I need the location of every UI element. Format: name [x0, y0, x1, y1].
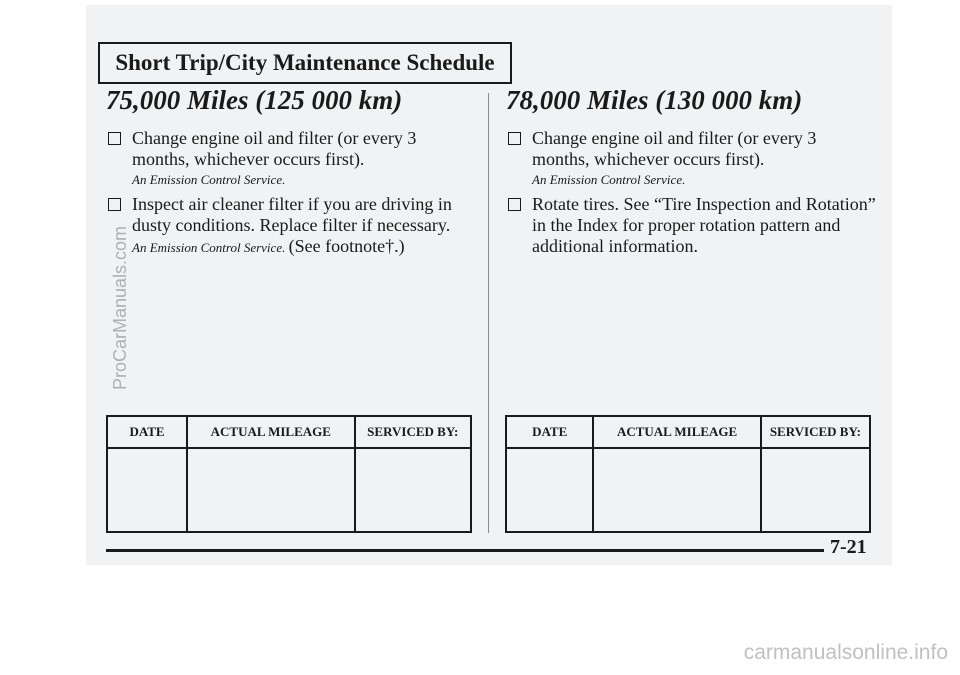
side-watermark: ProCarManuals.com: [110, 225, 130, 390]
left-column: [106, 85, 478, 262]
item-text: Rotate tires. See “Tire Inspection and Rotation” in the Index for proper rotation pattern and additional information.: [532, 194, 876, 256]
item-note-line: [132, 236, 478, 258]
mileage-header: ACTUAL MILEAGE: [187, 416, 354, 448]
table-header-row: [107, 416, 471, 448]
mileage-header: ACTUAL MILEAGE: [593, 416, 760, 448]
footer-rule: [106, 549, 824, 552]
right-service-log-table: [505, 415, 871, 533]
date-header: DATE: [107, 416, 187, 448]
date-header: DATE: [506, 416, 593, 448]
checkbox-icon: [508, 132, 521, 145]
date-cell: [506, 448, 593, 532]
manual-page: [86, 5, 892, 565]
date-cell: [107, 448, 187, 532]
section-title-text: Short Trip/City Maintenance Schedule: [115, 50, 495, 75]
serviced-by-header: SERVICED BY:: [761, 416, 870, 448]
table-row: [506, 448, 870, 532]
right-item-2: [506, 194, 878, 257]
checkbox-icon: [508, 198, 521, 211]
table-header-row: [506, 416, 870, 448]
bottom-watermark: carmanualsonline.info: [743, 641, 948, 664]
mileage-cell: [187, 448, 354, 532]
item-note: An Emission Control Service.: [532, 172, 686, 187]
section-title: [98, 42, 512, 84]
left-service-log-table: [106, 415, 472, 533]
footnote-reference: (See footnote†.): [288, 236, 405, 256]
checkbox-icon: [108, 198, 121, 211]
serviced-by-cell: [355, 448, 471, 532]
left-item-2: [106, 194, 478, 258]
item-text: Change engine oil and filter (or every 3 months, whichever occurs first).: [532, 128, 817, 169]
table-row: [107, 448, 471, 532]
serviced-by-cell: [761, 448, 870, 532]
right-column: [506, 85, 878, 261]
item-note: An Emission Control Service.: [132, 240, 286, 255]
item-text: Inspect air cleaner filter if you are driving in dusty conditions. Replace filter if necessary.: [132, 194, 452, 235]
left-mileage-heading: 75,000 Miles (125 000 km): [106, 85, 403, 115]
column-divider: [488, 93, 489, 533]
right-item-1: [506, 128, 878, 190]
page-number: 7-21: [830, 536, 867, 558]
checkbox-icon: [108, 132, 121, 145]
mileage-cell: [593, 448, 760, 532]
serviced-by-header: SERVICED BY:: [355, 416, 471, 448]
item-text: Change engine oil and filter (or every 3 months, whichever occurs first).: [132, 128, 417, 169]
item-note: An Emission Control Service.: [132, 172, 286, 187]
left-item-1: [106, 128, 478, 190]
right-mileage-heading: 78,000 Miles (130 000 km): [506, 85, 803, 115]
